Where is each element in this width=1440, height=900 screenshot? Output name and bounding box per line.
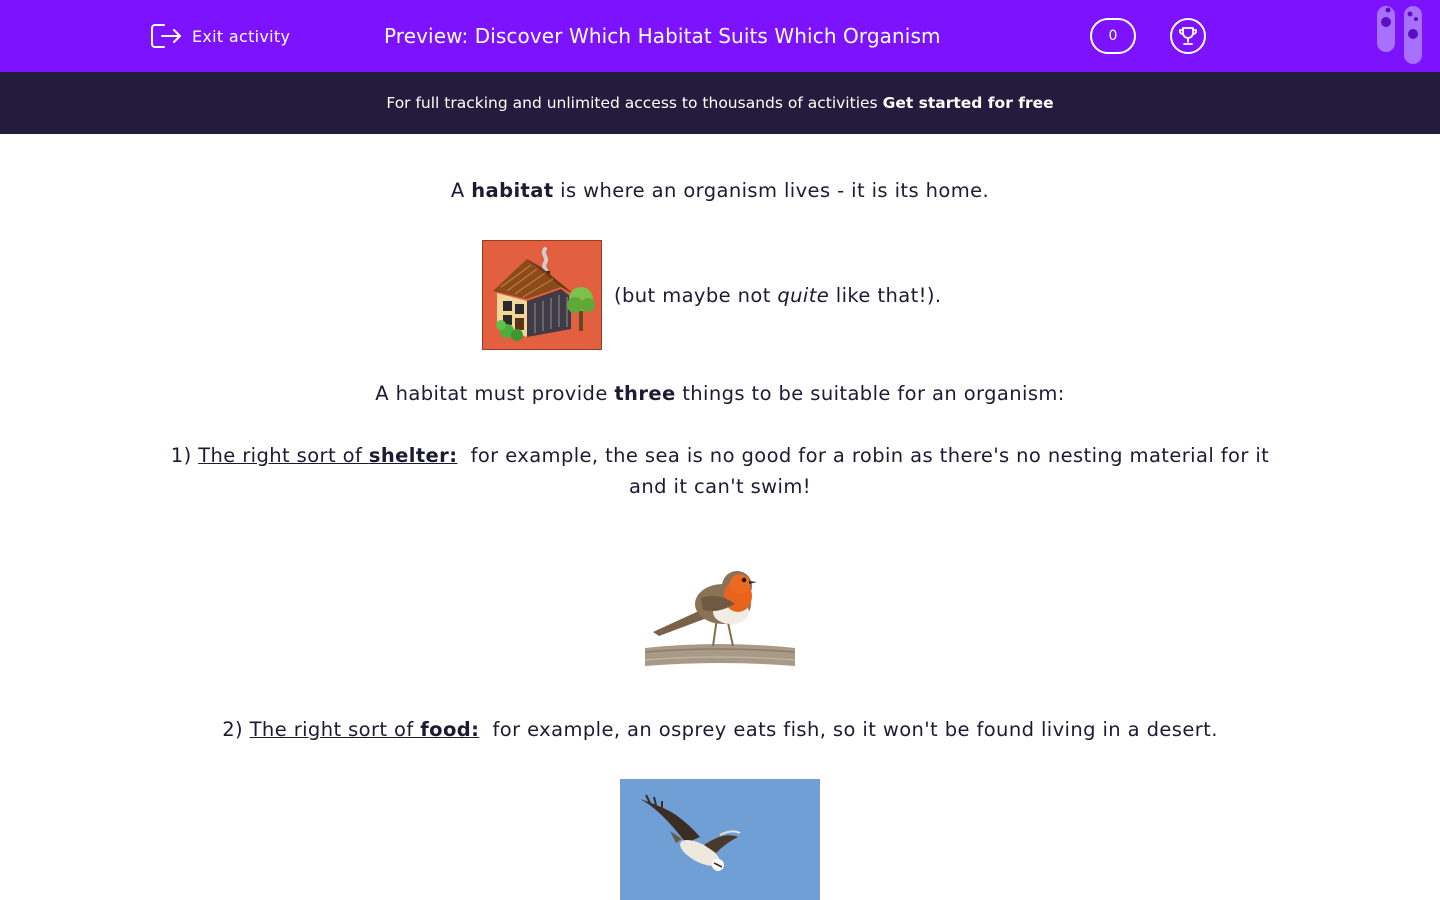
requirements-text: A habitat must provide (375, 382, 615, 405)
logo-icon (1374, 0, 1424, 66)
upgrade-banner (0, 72, 1440, 134)
point-1-heading: The right sort of (198, 444, 369, 467)
shelter-term: shelter: (368, 444, 458, 467)
intro-text-rest: is where an organism lives - it is its home. (553, 179, 990, 202)
requirements-paragraph (0, 382, 1440, 405)
top-bar (0, 0, 1440, 72)
lesson-content (0, 134, 1440, 900)
caption-text: (but maybe not (614, 283, 778, 307)
trophy-icon (1176, 24, 1200, 48)
point-1-text: for example, the sea is no good for a robin as there's no nesting material for it (457, 444, 1270, 467)
point-1-line-2 (0, 475, 1440, 498)
caption-text-rest: like that!). (829, 283, 942, 307)
point-2-text: for example, an osprey eats fish, so it won't be found living in a desert. (479, 718, 1218, 741)
house-caption (614, 284, 941, 307)
get-started-link[interactable]: Get started for free (882, 94, 1054, 112)
intro-text: A (450, 179, 472, 202)
exit-activity-label: Exit activity (192, 26, 291, 46)
point-1-line-1 (0, 444, 1440, 467)
exit-icon (150, 22, 183, 50)
requirements-text-rest: things to be suitable for an organism: (675, 382, 1065, 405)
exit-activity-button[interactable] (150, 22, 290, 50)
score-badge: 0 (1090, 18, 1136, 54)
habitat-term: habitat (471, 179, 554, 202)
trophy-button[interactable] (1170, 18, 1206, 54)
caption-emphasis: quite (777, 283, 830, 307)
point-2-line (0, 718, 1440, 741)
house-illustration (482, 240, 602, 350)
osprey-photo (620, 779, 820, 900)
food-term: food: (420, 718, 480, 741)
three-term: three (614, 382, 676, 405)
banner-text: For full tracking and unlimited access to thousands of activities (386, 94, 878, 112)
intro-paragraph (0, 179, 1440, 202)
point-1-text-continued: and it can't swim! (629, 475, 811, 498)
page-title: Preview: Discover Which Habitat Suits Which Organism (384, 24, 941, 48)
point-2-heading: The right sort of (249, 718, 421, 741)
point-2-number: 2) (222, 718, 250, 741)
house-figure (482, 240, 941, 350)
robin-photo (645, 534, 795, 668)
point-1-number: 1) (170, 444, 199, 467)
